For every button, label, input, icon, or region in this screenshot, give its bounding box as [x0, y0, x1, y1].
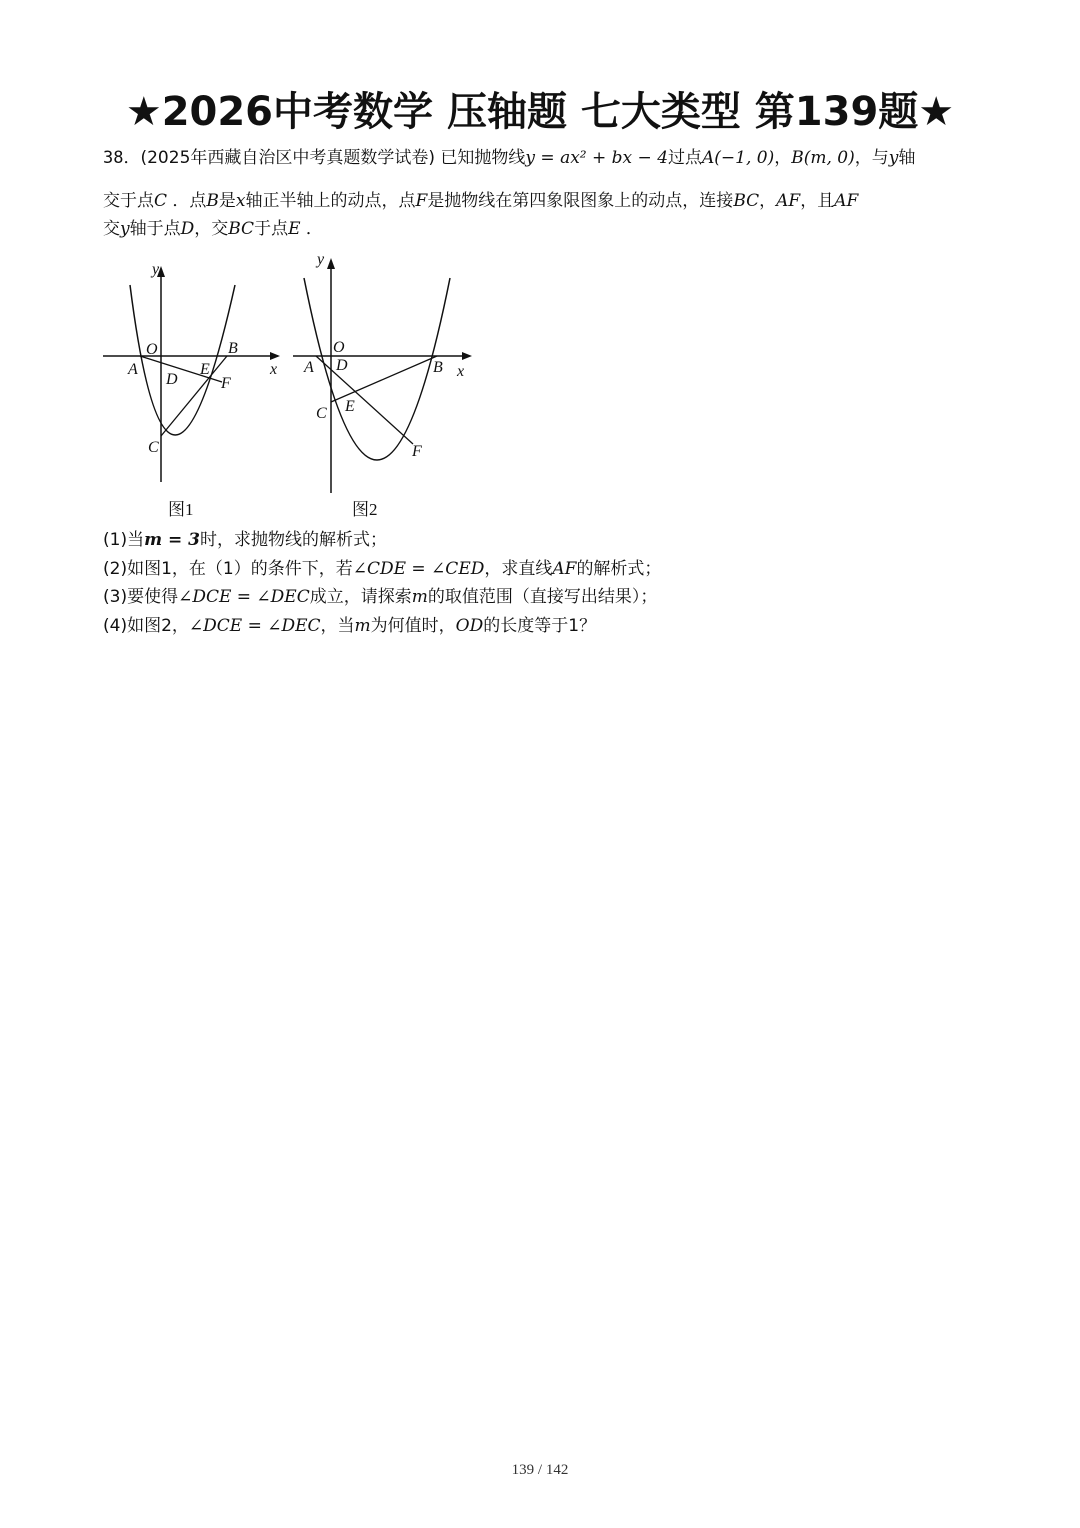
- label-b: B: [228, 340, 238, 357]
- problem-source: (2025年西藏自治区中考真题数学试卷): [140, 148, 436, 168]
- problem-text: 是: [218, 191, 236, 211]
- math-var: B: [206, 191, 219, 211]
- figure-1: [100, 250, 290, 525]
- label-a: A: [128, 361, 138, 378]
- question-text: (2)如图1，在（1）的条件下，若: [103, 559, 353, 579]
- question-4: [103, 615, 596, 637]
- math-expr: OD: [455, 616, 484, 636]
- label-e: E: [345, 398, 355, 415]
- label-y: y: [317, 251, 325, 268]
- point-b: B(m, 0): [791, 148, 855, 168]
- question-text: 时，求抛物线的解析式；: [200, 530, 387, 550]
- question-2: [103, 558, 661, 580]
- math-expr: m: [354, 616, 371, 636]
- problem-text: 交于点: [103, 191, 154, 211]
- x-axis-arrow-icon: [462, 352, 472, 360]
- label-x: x: [270, 361, 278, 378]
- math-expr: ∠DCE = ∠DEC: [188, 616, 321, 636]
- problem-text: 已知抛物线: [440, 148, 526, 168]
- question-text: 为何值时，: [370, 616, 456, 636]
- problem-text: ，与: [854, 148, 889, 168]
- question-text: 的长度等于1？: [483, 616, 597, 636]
- figure-2-caption: 图2: [352, 500, 378, 519]
- question-text: 的解析式；: [576, 559, 662, 579]
- parabola-equation: y = ax² + bx − 4: [525, 148, 669, 168]
- label-o: O: [333, 339, 345, 356]
- label-a: A: [304, 359, 314, 376]
- math-var: BC: [733, 191, 760, 211]
- math-var: y: [120, 219, 130, 239]
- math-expr: AF: [552, 559, 577, 579]
- question-text: 成立，请探索: [309, 587, 412, 607]
- label-d: D: [166, 371, 178, 388]
- label-y: y: [152, 261, 160, 278]
- problem-line-3: [103, 218, 323, 240]
- problem-text: 轴正半轴上的动点，点: [245, 191, 416, 211]
- problem-text: ．: [305, 219, 323, 239]
- label-x: x: [457, 363, 465, 380]
- problem-text: 是抛物线在第四象限图象上的动点，连接: [427, 191, 734, 211]
- question-3: [103, 586, 657, 608]
- math-var: E: [288, 219, 301, 239]
- problem-text: 轴: [898, 148, 916, 168]
- label-d: D: [336, 357, 348, 374]
- math-var: AF: [776, 191, 801, 211]
- problem-text: 过点: [668, 148, 703, 168]
- label-b: B: [433, 359, 443, 376]
- math-expr: m = 3: [144, 530, 200, 550]
- x-axis-arrow-icon: [270, 352, 280, 360]
- problem-text: ，: [759, 191, 777, 211]
- question-text: ，当: [320, 616, 355, 636]
- label-f: F: [412, 443, 422, 460]
- math-expr: ∠CDE = ∠CED: [352, 559, 485, 579]
- problem-line-2: [103, 190, 858, 212]
- math-var: BC: [228, 219, 255, 239]
- question-1: [103, 529, 387, 551]
- page-number: 139 / 142: [511, 1462, 569, 1478]
- problem-text: 轴于点: [129, 219, 181, 239]
- math-var: x: [235, 191, 246, 211]
- question-text: (1)当: [103, 530, 145, 550]
- math-var: D: [180, 219, 195, 239]
- problem-text: ，交: [194, 219, 229, 239]
- question-text: ，求直线: [484, 559, 553, 579]
- segment-bc: [161, 356, 227, 436]
- label-c: C: [148, 439, 159, 456]
- problem-text: 交: [103, 219, 120, 239]
- problem-text: ，且: [800, 191, 835, 211]
- page-title: ★2026中考数学 压轴题 七大类型 第139题★: [125, 89, 955, 135]
- math-var: AF: [834, 191, 859, 211]
- math-expr: ∠DCE = ∠DEC: [178, 587, 310, 607]
- math-var: C: [154, 191, 168, 211]
- question-text: 的取值范围（直接写出结果）；: [427, 587, 658, 607]
- parabola-curve: [130, 285, 235, 435]
- label-o: O: [146, 341, 158, 358]
- problem-text: 于点: [254, 219, 289, 239]
- label-e: E: [200, 361, 210, 378]
- label-c: C: [316, 405, 327, 422]
- problem-number: 38．: [103, 148, 141, 168]
- question-text: (4)如图2，: [103, 616, 189, 636]
- figure-2: [290, 246, 480, 525]
- question-text: (3)要使得: [103, 587, 179, 607]
- math-expr: m: [411, 587, 428, 607]
- problem-text: ．点: [172, 191, 207, 211]
- math-var: y: [888, 148, 899, 168]
- math-var: F: [415, 191, 428, 211]
- y-axis-arrow-icon: [327, 258, 335, 269]
- parabola-curve: [304, 278, 450, 460]
- problem-line-1: 38．(2025年西藏自治区中考真题数学试卷) 已知抛物线y = ax² + bx − 4过点A(−1, 0)，B(m, 0)，与y轴: [103, 148, 916, 168]
- label-f: F: [221, 375, 231, 392]
- figure-1-caption: 图1: [168, 500, 194, 519]
- point-a: A(−1, 0): [702, 148, 775, 168]
